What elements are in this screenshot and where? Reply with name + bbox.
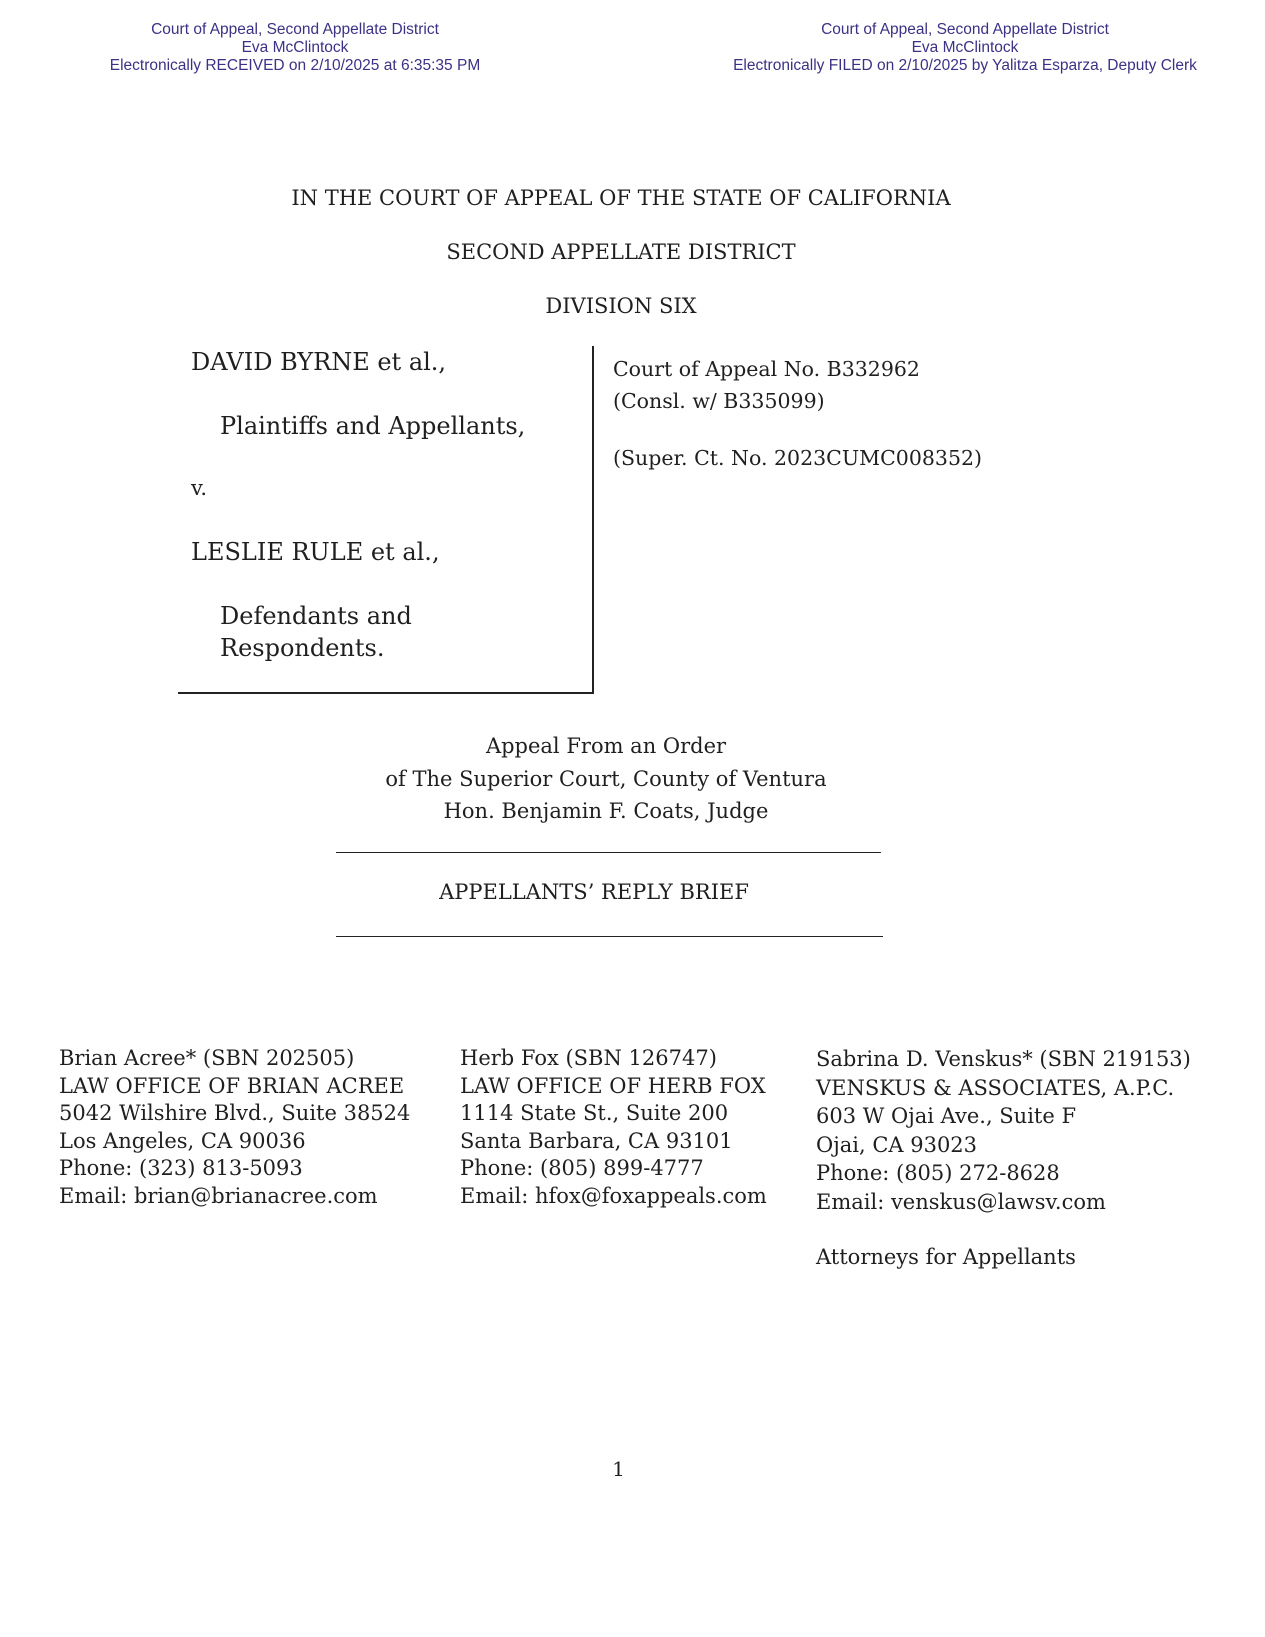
appeal-number: Court of Appeal No. B332962: [613, 357, 920, 381]
attorney-phone: Phone: (805) 899-4777: [460, 1156, 704, 1180]
attorney-email: Email: venskus@lawsv.com: [816, 1189, 1106, 1214]
brief-title: APPELLANTS’ REPLY BRIEF: [439, 880, 749, 904]
attorney-firm: LAW OFFICE OF BRIAN ACREE: [59, 1073, 405, 1098]
court-name: IN THE COURT OF APPEAL OF THE STATE OF CALIFORNIA: [291, 186, 951, 210]
attorney-address: 5042 Wilshire Blvd., Suite 38524: [59, 1101, 411, 1125]
attorney-address: 1114 State St., Suite 200: [460, 1101, 729, 1125]
attorney-email: Email: brian@brianacree.com: [59, 1183, 378, 1208]
attorney-firm: VENSKUS & ASSOCIATES, A.P.C.: [816, 1075, 1175, 1100]
attorney-phone: Phone: (805) 272-8628: [816, 1161, 1060, 1185]
title-rule-top: [336, 852, 881, 853]
attorney-email: Email: hfox@foxappeals.com: [460, 1183, 767, 1208]
appeal-info-line3: Hon. Benjamin F. Coats, Judge: [443, 799, 769, 823]
attorney-name: Sabrina D. Venskus* (SBN 219153): [816, 1047, 1191, 1071]
title-rule-bottom: [336, 936, 883, 937]
received-stamp-clerk: Eva McClintock: [241, 39, 349, 56]
defendants-role-line2: Respondents.: [220, 634, 385, 662]
appeal-info: [0, 730, 1212, 828]
case-numbers: [613, 353, 982, 474]
court-district: SECOND APPELLATE DISTRICT: [446, 240, 796, 264]
attorney-name: Brian Acree* (SBN 202505): [59, 1046, 355, 1070]
filed-stamp-court: Court of Appeal, Second Appellate District: [821, 21, 1109, 38]
received-stamp-status: Electronically RECEIVED on 2/10/2025 at 6:35:35 PM: [109, 57, 481, 74]
court-division: DIVISION SIX: [545, 294, 697, 318]
attorney-firm: LAW OFFICE OF HERB FOX: [460, 1073, 766, 1098]
received-stamp-court: Court of Appeal, Second Appellate District: [151, 21, 439, 38]
attorney-block: [59, 1045, 410, 1210]
plaintiffs-role: Plaintiffs and Appellants,: [220, 412, 526, 440]
page-number: 1: [612, 1457, 625, 1481]
received-stamp: [97, 21, 493, 75]
appeal-info-line2: of The Superior Court, County of Ventura: [385, 766, 827, 791]
consolidated-number: (Consl. w/ B335099): [613, 389, 825, 413]
case-caption: [178, 346, 594, 694]
attorney-city: Ojai, CA 93023: [816, 1132, 978, 1157]
attorney-city: Santa Barbara, CA 93101: [460, 1128, 733, 1153]
filed-stamp-status: Electronically FILED on 2/10/2025 by Yalitza Esparza, Deputy Clerk: [733, 57, 1197, 74]
appeal-info-line1: Appeal From an Order: [485, 734, 727, 758]
versus: v.: [191, 476, 208, 500]
plaintiffs-name: DAVID BYRNE et al.,: [191, 348, 447, 376]
defendants-role-line1: Defendants and: [220, 602, 412, 630]
attorney-name: Herb Fox (SBN 126747): [460, 1046, 717, 1070]
defendants-name: LESLIE RULE et al.,: [191, 538, 440, 566]
filed-stamp: [720, 21, 1210, 75]
superior-court-number: (Super. Ct. No. 2023CUMC008352): [613, 446, 983, 470]
attorney-phone: Phone: (323) 813-5093: [59, 1156, 303, 1180]
attorneys-for: Attorneys for Appellants: [816, 1245, 1076, 1269]
attorney-block: [816, 1045, 1191, 1272]
attorney-block: [460, 1045, 767, 1210]
filed-stamp-clerk: Eva McClintock: [911, 39, 1019, 56]
attorney-address: 603 W Ojai Ave., Suite F: [816, 1104, 1077, 1128]
attorney-city: Los Angeles, CA 90036: [59, 1128, 306, 1153]
